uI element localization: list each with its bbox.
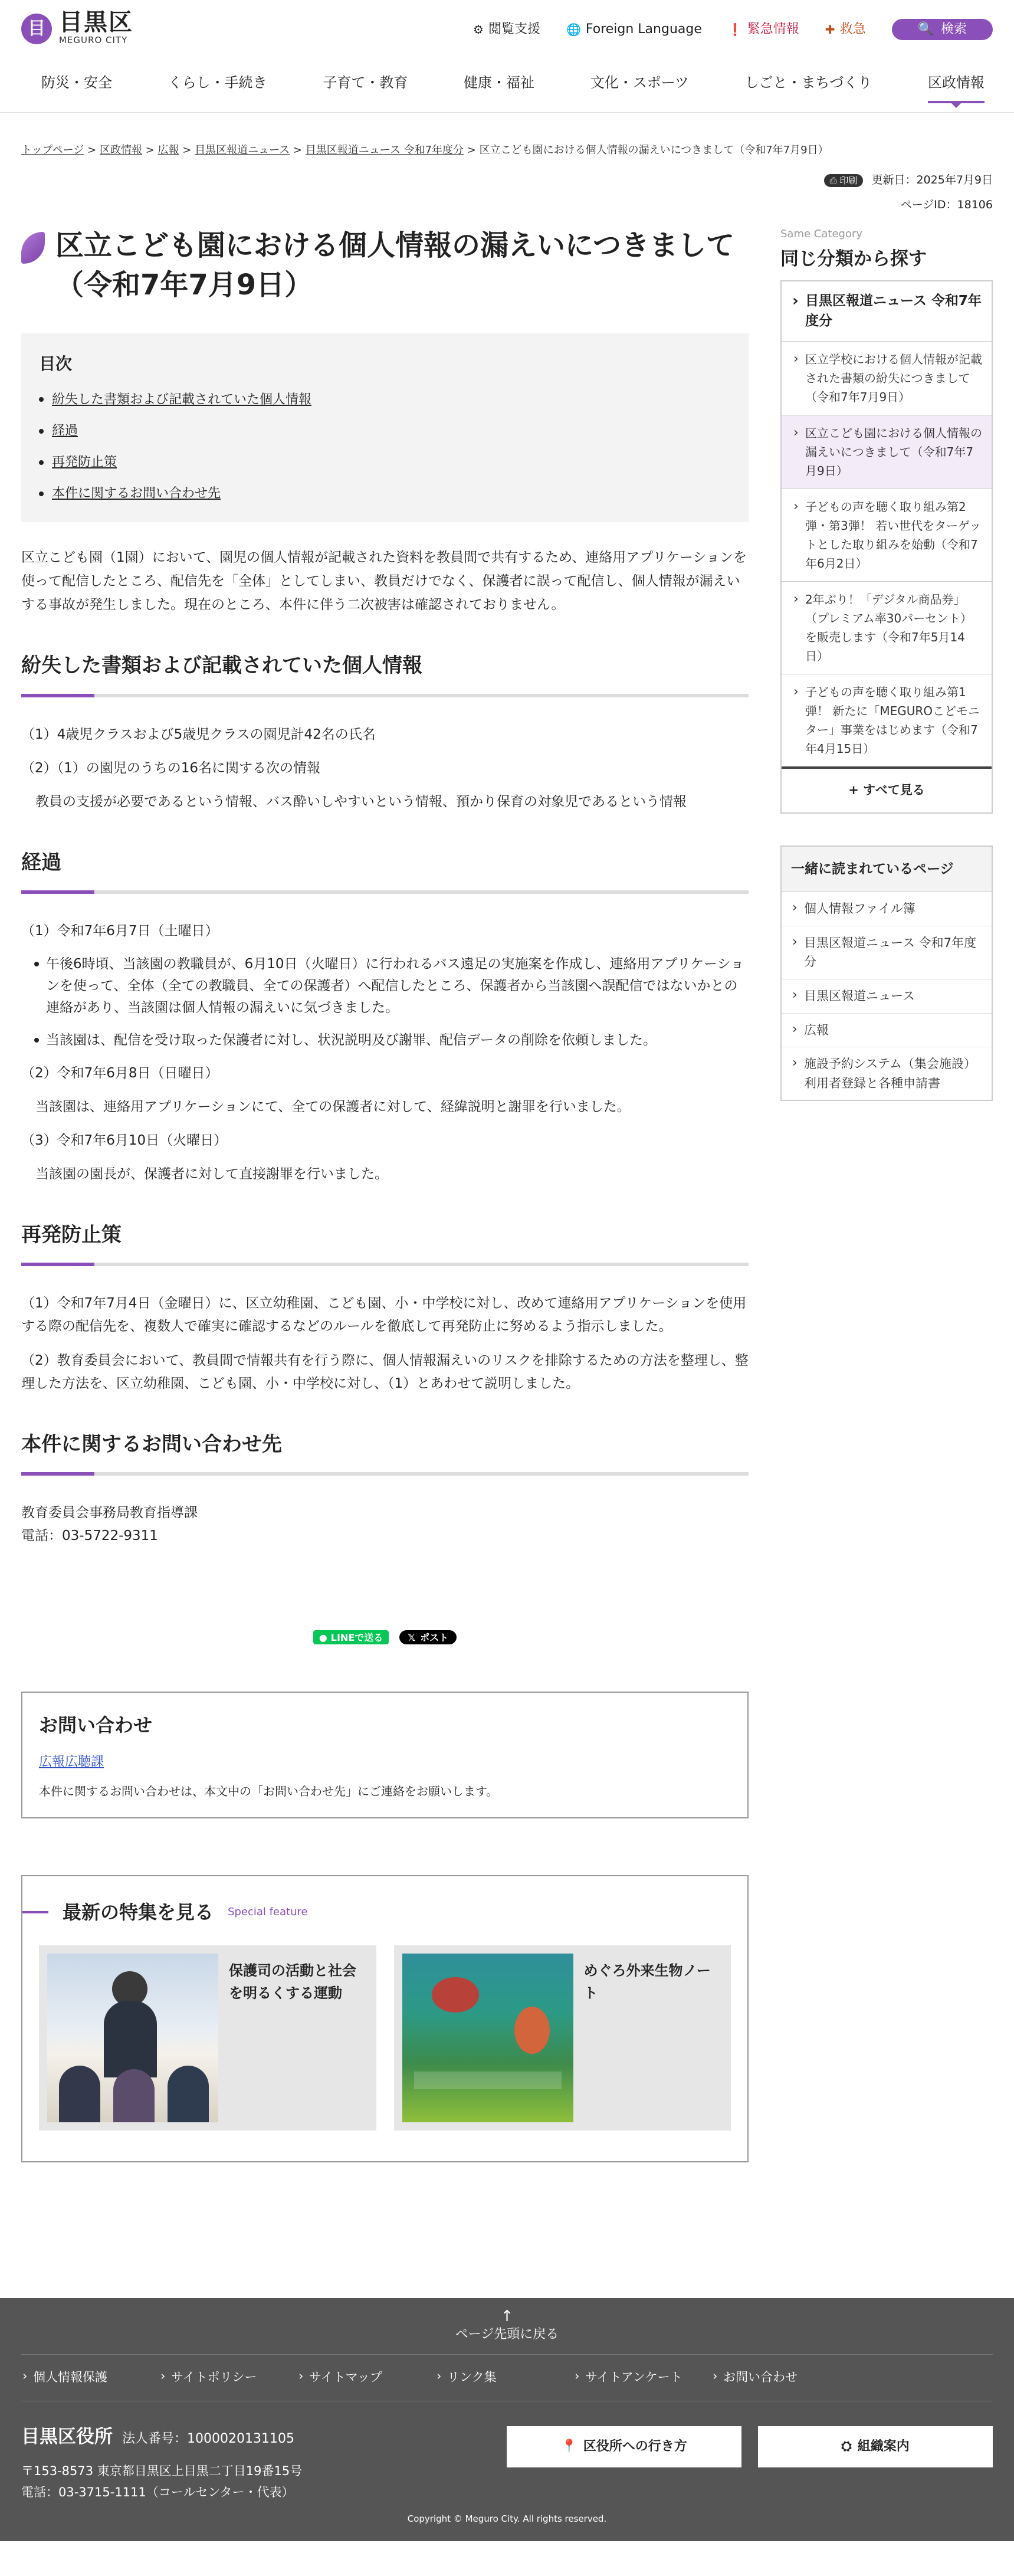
- bullet-icon: [39, 429, 44, 434]
- organization-button[interactable]: [758, 2426, 993, 2467]
- timeline-bullet-2: 当該園は、配信を受け取った保護者に対し、状況説明及び謝罪、配信データの削除を依頼しました。: [21, 1030, 749, 1051]
- timeline-text-3: 当該園の園長が、保護者に対して直接謝罪を行いました。: [35, 1166, 388, 1182]
- breadcrumb-sep: >: [293, 144, 303, 156]
- related-page-link[interactable]: › 目黒区報道ニュース 令和7年度分: [782, 926, 992, 979]
- map-pin-icon: 📍: [561, 2439, 577, 2454]
- toc-title: 目次: [39, 353, 73, 373]
- timeline-date-3: （3）令和7年6月10日（火曜日）: [21, 1132, 228, 1148]
- sidebar: [780, 226, 993, 2162]
- gear-icon: ⚙: [473, 22, 484, 37]
- breadcrumb: [0, 113, 1014, 159]
- breadcrumb-sep: >: [467, 144, 476, 156]
- related-page-link[interactable]: › 施設予約システム（集会施設）利用者登録と各種申請書: [782, 1047, 992, 1100]
- footer-nav: [21, 2354, 993, 2401]
- org-chart-icon: ⛭: [841, 2439, 852, 2454]
- leaf-icon: [21, 232, 45, 264]
- intro-text: 区立こども園（1園）において、園児の個人情報が記載された資料を教員間で共有するため、連絡用アプリケーションを使って配信したところ、配信先を「全体」としてしまい、教員だけでなく、保護者に誤って配信し、個人情報が漏えいする事故が発生しました。現在のところ、本件に伴う二次被害は確認されておりません。: [21, 549, 747, 612]
- search-icon: 🔍: [917, 22, 934, 37]
- feature-heading-en: Special feature: [228, 1905, 308, 1918]
- access-button-label: 区役所への行き方: [583, 2439, 687, 2454]
- page-title-text: 区立こども園における個人情報の漏えいにつきまして（令和7年7月9日）: [55, 228, 735, 301]
- print-button[interactable]: [824, 174, 864, 187]
- logo-subtitle: MEGURO CITY: [59, 35, 128, 45]
- inquiry-heading: お問い合わせ: [39, 1714, 153, 1737]
- feature-card-image: [402, 1954, 573, 2122]
- lost-item-2-detail: 教員の支援が必要であるという情報、バス酔いしやすいという情報、預かり保育の対象児であるという情報: [35, 794, 687, 809]
- breadcrumb-kouhou[interactable]: 広報: [157, 144, 179, 156]
- site-logo[interactable]: [21, 11, 133, 47]
- gnav-kosodate[interactable]: 子育て・教育: [323, 74, 408, 91]
- feature-card[interactable]: [39, 1945, 376, 2131]
- breadcrumb-kusei[interactable]: 区政情報: [99, 144, 142, 156]
- inquiry-dept-link[interactable]: 広報広聴課: [39, 1754, 104, 1769]
- site-footer: [0, 2298, 1014, 2541]
- meguro-emblem-icon: 目: [21, 14, 52, 44]
- global-nav: [0, 59, 1014, 106]
- breadcrumb-sep: >: [87, 144, 97, 156]
- line-share-button[interactable]: [313, 1630, 389, 1644]
- footer-link-privacy[interactable]: › 個人情報保護: [21, 2368, 159, 2388]
- timeline-bullet-1: 午後6時頃、当該園の教職員が、6月10日（火曜日）に行われるバス遠足の実施案を作成し、連絡用アプリケーションを使って、全体（全ての教職員、全ての保護者）へ配信したところ、保護者から当該園へ誤配信ではないかとの連絡があり、当該園は個人情報の漏えいに気づきました。: [21, 953, 749, 1018]
- footer-tel: 電話：03-3715-1111（コールセンター・代表）: [21, 2485, 294, 2500]
- same-category-box: [780, 226, 993, 814]
- back-to-top-label: ページ先頭に戻る: [455, 2326, 559, 2342]
- feature-heading: 最新の特集を見る: [63, 1900, 214, 1923]
- breadcrumb-sep: >: [145, 144, 155, 156]
- footer-link-sitemap[interactable]: › サイトマップ: [297, 2368, 435, 2388]
- feature-card-title: めぐろ外来生物ノート: [583, 1962, 711, 2002]
- section-lost: [21, 650, 749, 814]
- footer-link-survey[interactable]: › サイトアンケート: [573, 2368, 711, 2388]
- logo-title: 目黒区: [59, 9, 133, 36]
- organization-button-label: 組織案内: [857, 2439, 910, 2454]
- toc-link-timeline[interactable]: 経過: [52, 423, 78, 438]
- toc-link-prevent[interactable]: 再発防止策: [52, 455, 117, 470]
- related-page-link[interactable]: › 目黒区報道ニュース: [782, 979, 992, 1014]
- same-category-list: [780, 280, 993, 814]
- see-all-button[interactable]: + すべて見る: [782, 766, 992, 812]
- footer-org-name: 目黒区役所: [21, 2426, 113, 2448]
- contact-tel: 電話：03-5722-9311: [21, 1528, 158, 1544]
- share-buttons: [21, 1630, 749, 1644]
- section-prevent: [21, 1219, 749, 1395]
- access-button[interactable]: [507, 2426, 741, 2467]
- section-heading: 紛失した書類および記載されていた個人情報: [21, 650, 749, 697]
- copyright: Copyright © Meguro City. All rights reserved.: [407, 2513, 607, 2524]
- bullet-icon: [39, 397, 44, 402]
- x-post-button[interactable]: [399, 1630, 457, 1644]
- gnav-kurashi[interactable]: くらし・手続き: [168, 74, 267, 91]
- footer-link-contact[interactable]: › お問い合わせ: [711, 2368, 849, 2388]
- table-of-contents: [21, 333, 749, 522]
- footer-address: 〒153-8573 東京都目黒区上目黒二丁目19番15号: [21, 2463, 303, 2478]
- back-to-top-button[interactable]: [0, 2298, 1014, 2345]
- related-pages-box: [780, 845, 993, 1102]
- sidebar-item-current[interactable]: › 区立こども園における個人情報の漏えいにつきまして（令和7年7月9日）: [782, 415, 992, 489]
- sidebar-item[interactable]: › 区立学校における個人情報が記載された書類の紛失につきまして（令和7年7月9日）: [782, 342, 992, 415]
- section-contact: [21, 1428, 749, 1548]
- arrow-up-icon: ↑: [500, 2307, 514, 2325]
- same-category-en: Same Category: [780, 227, 863, 240]
- toc-item: [39, 421, 731, 441]
- main-content: [21, 226, 749, 2162]
- updated-label: 更新日：: [871, 173, 917, 186]
- related-pages-heading: 一緒に読まれているページ: [782, 847, 992, 893]
- line-share-label: LINEで送る: [330, 1631, 383, 1643]
- feature-accent-bar: [22, 1911, 48, 1913]
- utility-nav: [473, 19, 993, 40]
- page-meta: [0, 171, 1014, 214]
- x-post-label: ポスト: [420, 1631, 449, 1643]
- page-id-label: ページID：: [900, 198, 957, 212]
- special-feature-box: [21, 1875, 749, 2162]
- feature-cards: [39, 1945, 731, 2131]
- page-title: [21, 226, 749, 305]
- section-heading: 再発防止策: [21, 1219, 749, 1266]
- toc-item: [39, 452, 731, 473]
- footer-link-policy[interactable]: › サイトポリシー: [159, 2368, 297, 2388]
- section-heading: 経過: [21, 847, 749, 894]
- breadcrumb-current: 区立こども園における個人情報の漏えいにつきまして（令和7年7月9日）: [479, 144, 829, 156]
- section-heading: 本件に関するお問い合わせ先: [21, 1428, 749, 1476]
- toc-item: [39, 389, 731, 410]
- print-label: 印刷: [839, 175, 858, 186]
- reading-support-label: 閲覧支援: [488, 22, 540, 37]
- prevent-item-2: （2）教育委員会において、教員間で情報共有を行う際に、個人情報漏えいのリスクを排除するための方法を整理し、整理した方法を、区立幼稚園、こども園、小・中学校に対し、（1）とあわせて説明しました。: [21, 1352, 749, 1391]
- globe-icon: 🌐: [566, 22, 581, 37]
- toc-item: [39, 483, 731, 504]
- gnav-bousai[interactable]: 防災・安全: [41, 74, 112, 91]
- breadcrumb-news-r7[interactable]: 目黒区報道ニュース 令和7年度分: [305, 144, 464, 156]
- footer-link-links[interactable]: › リンク集: [435, 2368, 573, 2388]
- lost-item-1: （1）4歳児クラスおよび5歳児クラスの園児計42名の氏名: [21, 726, 376, 742]
- gnav-kenkou[interactable]: 健康・福祉: [464, 74, 535, 91]
- updated-date: 2025年7月9日: [916, 173, 993, 186]
- feature-card-title: 保護司の活動と社会を明るくする運動: [229, 1962, 356, 2002]
- related-page-link[interactable]: › 個人情報ファイル簿: [782, 892, 992, 926]
- related-page-link[interactable]: › 広報: [782, 1014, 992, 1048]
- line-icon: ●: [319, 1631, 327, 1643]
- sidebar-item[interactable]: › 子どもの声を聴く取り組み第2弾・第3弾！ 若い世代をターゲットとした取り組みを始動（令和7年6月2日）: [782, 489, 992, 582]
- sidebar-item[interactable]: › 2年ぶり！「デジタル商品券」（プレミアム率30パーセント）を販売します（令和7年5月14日）: [782, 582, 992, 674]
- ambulance-icon: ✚: [825, 22, 835, 37]
- contact-dept: 教育委員会事務局教育指導課: [21, 1505, 198, 1521]
- search-label: 検索: [940, 22, 967, 37]
- emergency-info-link[interactable]: [728, 19, 799, 40]
- gnav-kusei[interactable]: 区政情報: [928, 65, 985, 100]
- printer-icon: ⎙: [829, 175, 837, 186]
- sidebar-item[interactable]: › 子どもの声を聴く取り組み第1弾！ 新たに「MEGUROこどモニター」事業をはじめます（令和7年4月15日）: [782, 674, 992, 766]
- footer-corp-number: 法人番号：1000020131105: [122, 2431, 294, 2447]
- prevent-item-1: （1）令和7年7月4日（金曜日）に、区立幼稚園、こども園、小・中学校に対し、改めて連絡用アプリケーションを使用する際の配信先を、複数人で確実に確認するなどのルールを徹底して再発防止に努めるよう指示しました。: [21, 1296, 747, 1335]
- page-id: 18106: [957, 198, 993, 212]
- toc-link-lost[interactable]: 紛失した書類および記載されていた個人情報: [52, 392, 312, 407]
- lost-item-2: （2）（1）の園児のうちの16名に関する次の情報: [21, 760, 321, 776]
- toc-link-contact[interactable]: 本件に関するお問い合わせ先: [52, 486, 221, 502]
- x-logo-icon: 𝕏: [408, 1631, 416, 1643]
- same-category-link[interactable]: › 目黒区報道ニュース 令和7年度分: [782, 281, 992, 342]
- section-timeline: [21, 847, 749, 1186]
- alert-icon: ❗: [727, 22, 743, 37]
- foreign-language-label: Foreign Language: [585, 22, 702, 37]
- emergency-info-label: 緊急情報: [747, 22, 799, 37]
- search-button[interactable]: [892, 19, 993, 40]
- footer-buttons: [507, 2426, 993, 2503]
- kyukyu-label: 救急: [839, 22, 866, 37]
- timeline-text-2: 当該園は、連絡用アプリケーションにて、全ての保護者に対して、経緯説明と謝罪を行いました。: [35, 1099, 631, 1115]
- inquiry-box: [21, 1692, 749, 1818]
- timeline-date-1: （1）令和7年6月7日（土曜日）: [21, 923, 219, 939]
- inquiry-text: 本件に関するお問い合わせは、本文中の「お問い合わせ先」にご連絡をお願いします。: [39, 1784, 498, 1798]
- timeline-date-2: （2）令和7年6月8日（日曜日）: [21, 1065, 219, 1081]
- breadcrumb-sep: >: [182, 144, 192, 156]
- breadcrumb-news[interactable]: 目黒区報道ニュース: [195, 144, 290, 156]
- feature-heading-row: [22, 1897, 731, 1928]
- bullet-icon: [39, 460, 44, 465]
- feature-card-image: [47, 1954, 218, 2122]
- bullet-icon: [39, 491, 44, 496]
- breadcrumb-top[interactable]: トップページ: [21, 144, 84, 156]
- feature-card[interactable]: [394, 1945, 731, 2131]
- kyukyu-link[interactable]: [825, 19, 866, 40]
- footer-info: [0, 2401, 1014, 2503]
- same-category-title: 同じ分類から探す: [780, 248, 927, 270]
- gnav-shigoto[interactable]: しごと・まちづくり: [744, 74, 872, 91]
- site-header: [0, 0, 1014, 59]
- gnav-bunka[interactable]: 文化・スポーツ: [590, 74, 689, 91]
- reading-support-link[interactable]: [473, 19, 540, 40]
- foreign-language-link[interactable]: [566, 19, 702, 40]
